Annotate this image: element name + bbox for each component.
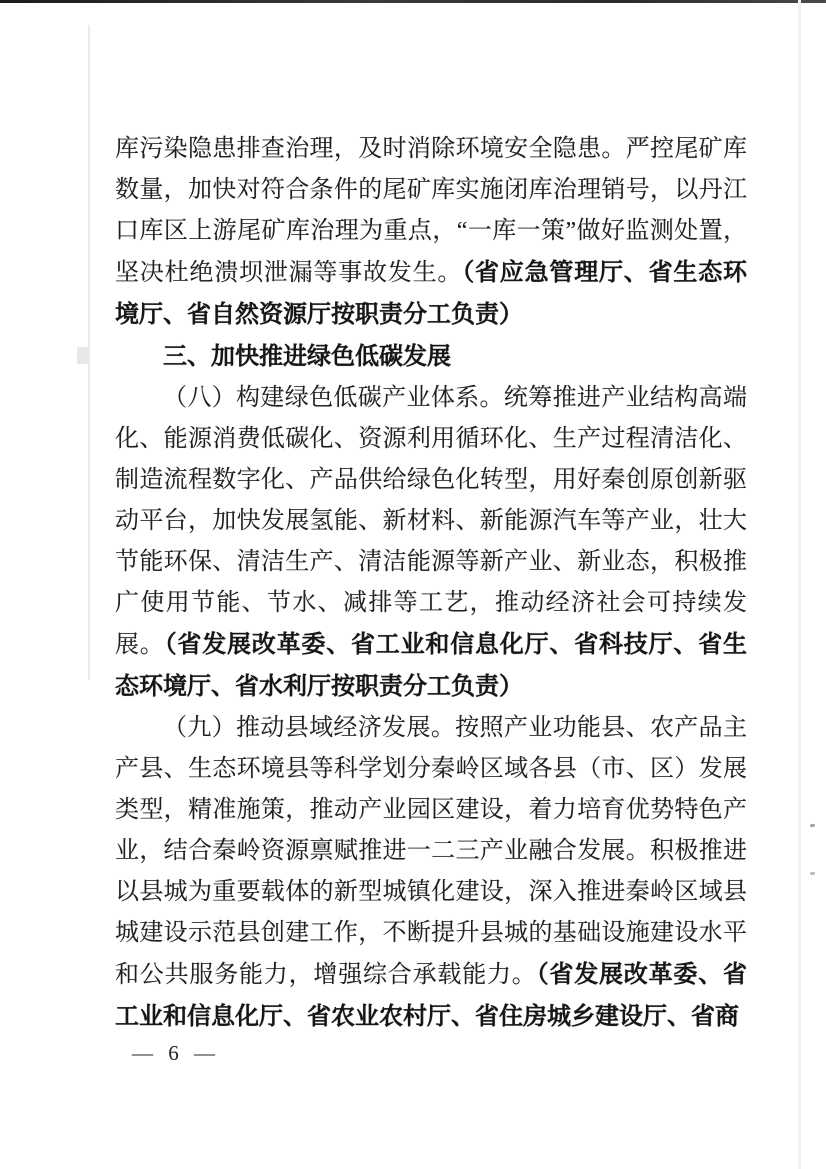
paragraph-tailings-continuation xyxy=(115,129,747,336)
paragraph-eight-text: （八）构建绿色低碳产业体系。统筹推进产业结构高端化、能源消费低碳化、资源利用循环化、生产过程清洁化、制造流程数字化、产品供给绿色化转型，用好秦创原创新驱动平台，加快发展氢能、新材料、新能源汽车等产业，壮大节能环保、清洁生产、清洁能源等新产业、新业态，积极推广使用节能、节水、减排等工艺，推动经济社会可持续发展。 xyxy=(115,385,747,658)
paragraph-eight xyxy=(115,378,747,708)
paragraph-eight-responsible-departments: （省发展改革委、省工业和信息化厅、省科技厅、省生态环境厅、省水利厅按职责分工负责） xyxy=(115,631,748,700)
paragraph-tailings-text: 库污染隐患排查治理，及时消除环境安全隐患。严控尾矿库数量，加快对符合条件的尾矿库实施闭库治理销号，以丹江口库区上游尾矿库治理为重点，“一库一策”做好监测处置，坚决杜绝溃坝泄漏等事故发生。 xyxy=(115,136,747,286)
document-body xyxy=(115,129,747,1038)
scan-top-edge-artifact xyxy=(0,0,826,3)
scan-speck-artifact xyxy=(810,824,816,828)
scan-smudge-artifact xyxy=(77,347,90,364)
paragraph-nine-text: （九）推动县域经济发展。按照产业功能县、农产品主产县、生态环境县等科学划分秦岭区域各县（市、区）发展类型，精准施策，推动产业园区建设，着力培育优势特色产业，结合秦岭资源禀赋推进一二三产业融合发展。积极推进以县城为重要载体的新型城镇化建设，深入推进秦岭区域县城建设示范县创建工作，不断提升县城的基础设施建设水平和公共服务能力，增强综合承载能力。 xyxy=(115,715,747,988)
paragraph-nine-responsible-departments: （省发展改革委、省工业和信息化厅、省农业农村厅、省住房城乡建设厅、省商 xyxy=(115,961,748,1030)
paragraph-nine xyxy=(115,708,747,1038)
page-number: — 6 — xyxy=(132,1041,220,1065)
paragraph-tailings-responsible-departments: （省应急管理厅、省生态环境厅、省自然资源厅按职责分工负责） xyxy=(115,259,748,328)
section-heading xyxy=(115,336,747,378)
scan-band-right-artifact xyxy=(798,0,801,1169)
scan-speck-artifact xyxy=(810,872,815,875)
section-heading-text: 三、加快推进绿色低碳发展 xyxy=(163,343,451,370)
